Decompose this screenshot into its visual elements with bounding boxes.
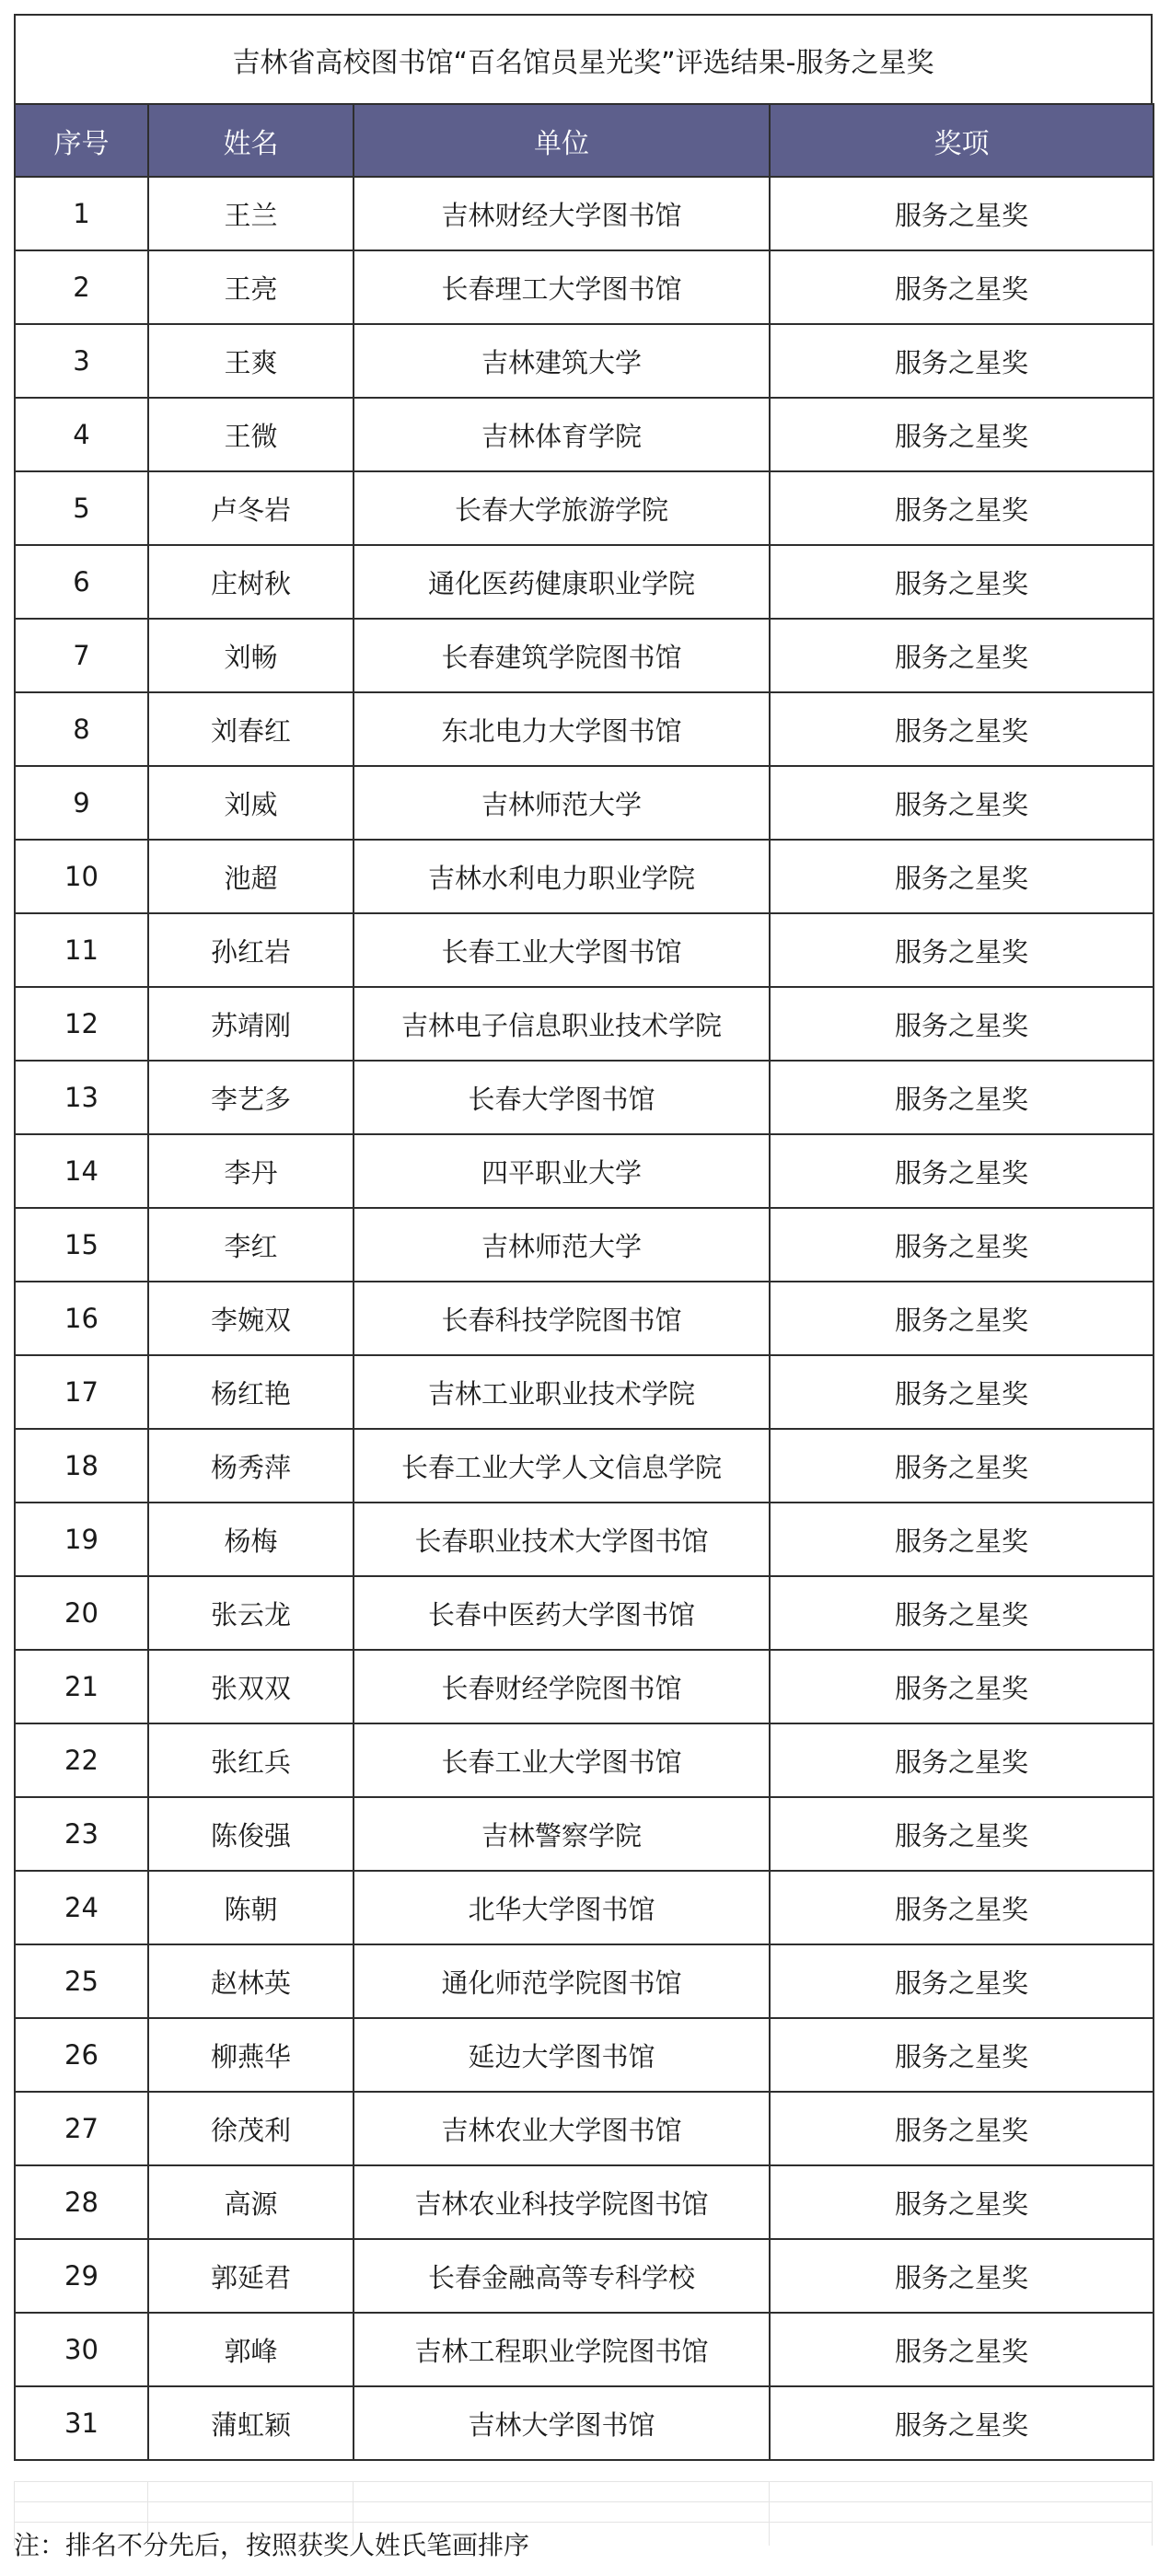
cell-unit: 长春理工大学图书馆	[354, 250, 770, 324]
table-row	[15, 1208, 1154, 1282]
cell-number: 26	[15, 2018, 148, 2092]
cell-award: 服务之星奖	[770, 1061, 1154, 1134]
cell-number: 17	[15, 1355, 148, 1429]
cell-number: 20	[15, 1576, 148, 1650]
cell-name: 庄树秋	[148, 545, 354, 619]
cell-name: 李艺多	[148, 1061, 354, 1134]
cell-unit: 四平职业大学	[354, 1134, 770, 1208]
cell-number: 27	[15, 2092, 148, 2165]
cell-unit: 吉林师范大学	[354, 766, 770, 840]
cell-number: 30	[15, 2313, 148, 2386]
cell-award: 服务之星奖	[770, 1944, 1154, 2018]
cell-name: 陈朝	[148, 1871, 354, 1944]
table-row	[15, 2239, 1154, 2313]
cell-name: 王亮	[148, 250, 354, 324]
cell-number: 22	[15, 1723, 148, 1797]
cell-unit: 吉林建筑大学	[354, 324, 770, 398]
cell-number: 4	[15, 398, 148, 471]
cell-number: 8	[15, 692, 148, 766]
cell-name: 张云龙	[148, 1576, 354, 1650]
cell-unit: 吉林大学图书馆	[354, 2386, 770, 2460]
cell-number: 1	[15, 177, 148, 250]
cell-number: 31	[15, 2386, 148, 2460]
cell-award: 服务之星奖	[770, 1208, 1154, 1282]
cell-number: 23	[15, 1797, 148, 1871]
cell-name: 杨红艳	[148, 1355, 354, 1429]
table-row	[15, 619, 1154, 692]
cell-name: 王爽	[148, 324, 354, 398]
cell-number: 15	[15, 1208, 148, 1282]
results-table	[14, 103, 1154, 2461]
cell-unit: 吉林工程职业学院图书馆	[354, 2313, 770, 2386]
cell-award: 服务之星奖	[770, 324, 1154, 398]
cell-name: 卢冬岩	[148, 471, 354, 545]
cell-unit: 吉林财经大学图书馆	[354, 177, 770, 250]
cell-award: 服务之星奖	[770, 2386, 1154, 2460]
cell-award: 服务之星奖	[770, 1650, 1154, 1723]
column-header-unit: 单位	[354, 104, 770, 177]
cell-award: 服务之星奖	[770, 619, 1154, 692]
cell-name: 徐茂利	[148, 2092, 354, 2165]
cell-number: 16	[15, 1282, 148, 1355]
table-row	[15, 987, 1154, 1061]
cell-name: 刘威	[148, 766, 354, 840]
table-row	[15, 1944, 1154, 2018]
cell-name: 赵林英	[148, 1944, 354, 2018]
cell-award: 服务之星奖	[770, 2018, 1154, 2092]
cell-unit: 长春科技学院图书馆	[354, 1282, 770, 1355]
table-row	[15, 1871, 1154, 1944]
cell-name: 郭峰	[148, 2313, 354, 2386]
cell-award: 服务之星奖	[770, 2165, 1154, 2239]
table-row	[15, 1134, 1154, 1208]
cell-award: 服务之星奖	[770, 250, 1154, 324]
table-row	[15, 1355, 1154, 1429]
cell-award: 服务之星奖	[770, 1576, 1154, 1650]
cell-award: 服务之星奖	[770, 398, 1154, 471]
cell-award: 服务之星奖	[770, 692, 1154, 766]
table-row	[15, 1650, 1154, 1723]
cell-award: 服务之星奖	[770, 545, 1154, 619]
cell-unit: 长春财经学院图书馆	[354, 1650, 770, 1723]
cell-unit: 长春中医药大学图书馆	[354, 1576, 770, 1650]
table-body	[15, 177, 1154, 2460]
table-row	[15, 1429, 1154, 1503]
table-row	[15, 1576, 1154, 1650]
cell-award: 服务之星奖	[770, 840, 1154, 913]
cell-award: 服务之星奖	[770, 1134, 1154, 1208]
cell-name: 刘春红	[148, 692, 354, 766]
cell-unit: 吉林农业大学图书馆	[354, 2092, 770, 2165]
cell-number: 21	[15, 1650, 148, 1723]
cell-number: 12	[15, 987, 148, 1061]
cell-name: 张双双	[148, 1650, 354, 1723]
cell-name: 李婉双	[148, 1282, 354, 1355]
cell-number: 14	[15, 1134, 148, 1208]
cell-unit: 通化医药健康职业学院	[354, 545, 770, 619]
cell-number: 10	[15, 840, 148, 913]
table-row	[15, 545, 1154, 619]
cell-number: 25	[15, 1944, 148, 2018]
cell-name: 杨秀萍	[148, 1429, 354, 1503]
cell-name: 王兰	[148, 177, 354, 250]
cell-award: 服务之星奖	[770, 1429, 1154, 1503]
table-row	[15, 766, 1154, 840]
cell-unit: 长春工业大学图书馆	[354, 1723, 770, 1797]
table-row	[15, 324, 1154, 398]
cell-unit: 长春工业大学人文信息学院	[354, 1429, 770, 1503]
cell-number: 28	[15, 2165, 148, 2239]
cell-unit: 吉林警察学院	[354, 1797, 770, 1871]
cell-award: 服务之星奖	[770, 1355, 1154, 1429]
table-row	[15, 398, 1154, 471]
table-row	[15, 2018, 1154, 2092]
footnote: 注：排名不分先后，按照获奖人姓氏笔画排序	[14, 2530, 530, 2560]
cell-unit: 长春职业技术大学图书馆	[354, 1503, 770, 1576]
cell-award: 服务之星奖	[770, 1797, 1154, 1871]
cell-award: 服务之星奖	[770, 1723, 1154, 1797]
table-row	[15, 1061, 1154, 1134]
cell-name: 柳燕华	[148, 2018, 354, 2092]
cell-number: 2	[15, 250, 148, 324]
cell-unit: 东北电力大学图书馆	[354, 692, 770, 766]
cell-name: 陈俊强	[148, 1797, 354, 1871]
table-row	[15, 250, 1154, 324]
table-row	[15, 2165, 1154, 2239]
cell-unit: 吉林农业科技学院图书馆	[354, 2165, 770, 2239]
cell-unit: 北华大学图书馆	[354, 1871, 770, 1944]
table-row	[15, 913, 1154, 987]
cell-number: 5	[15, 471, 148, 545]
column-header-award: 奖项	[770, 104, 1154, 177]
table-row	[15, 1503, 1154, 1576]
cell-name: 刘畅	[148, 619, 354, 692]
table-row	[15, 1723, 1154, 1797]
cell-name: 高源	[148, 2165, 354, 2239]
cell-award: 服务之星奖	[770, 2239, 1154, 2313]
cell-number: 9	[15, 766, 148, 840]
cell-number: 11	[15, 913, 148, 987]
cell-unit: 吉林水利电力职业学院	[354, 840, 770, 913]
cell-unit: 吉林体育学院	[354, 398, 770, 471]
cell-name: 池超	[148, 840, 354, 913]
cell-number: 6	[15, 545, 148, 619]
cell-award: 服务之星奖	[770, 1871, 1154, 1944]
table-header-row	[15, 104, 1154, 177]
column-header-name: 姓名	[148, 104, 354, 177]
results-sheet	[14, 14, 1153, 2461]
cell-number: 18	[15, 1429, 148, 1503]
table-row	[15, 2313, 1154, 2386]
cell-number: 29	[15, 2239, 148, 2313]
cell-number: 24	[15, 1871, 148, 1944]
cell-unit: 吉林电子信息职业技术学院	[354, 987, 770, 1061]
table-row	[15, 1797, 1154, 1871]
cell-name: 杨梅	[148, 1503, 354, 1576]
cell-name: 张红兵	[148, 1723, 354, 1797]
cell-number: 7	[15, 619, 148, 692]
cell-award: 服务之星奖	[770, 1503, 1154, 1576]
cell-award: 服务之星奖	[770, 177, 1154, 250]
cell-name: 苏靖刚	[148, 987, 354, 1061]
table-row	[15, 692, 1154, 766]
cell-award: 服务之星奖	[770, 471, 1154, 545]
cell-name: 孙红岩	[148, 913, 354, 987]
table-row	[15, 1282, 1154, 1355]
cell-award: 服务之星奖	[770, 2092, 1154, 2165]
cell-number: 19	[15, 1503, 148, 1576]
cell-award: 服务之星奖	[770, 1282, 1154, 1355]
cell-unit: 长春金融高等专科学校	[354, 2239, 770, 2313]
table-row	[15, 2386, 1154, 2460]
cell-name: 李红	[148, 1208, 354, 1282]
table-row	[15, 840, 1154, 913]
cell-name: 王微	[148, 398, 354, 471]
cell-unit: 通化师范学院图书馆	[354, 1944, 770, 2018]
cell-name: 蒲虹颖	[148, 2386, 354, 2460]
cell-award: 服务之星奖	[770, 2313, 1154, 2386]
cell-unit: 吉林工业职业技术学院	[354, 1355, 770, 1429]
cell-award: 服务之星奖	[770, 987, 1154, 1061]
page-title: 吉林省高校图书馆“百名馆员星光奖”评选结果-服务之星奖	[14, 14, 1153, 103]
cell-award: 服务之星奖	[770, 766, 1154, 840]
cell-unit: 长春大学图书馆	[354, 1061, 770, 1134]
cell-unit: 长春建筑学院图书馆	[354, 619, 770, 692]
cell-unit: 延边大学图书馆	[354, 2018, 770, 2092]
column-header-number: 序号	[15, 104, 148, 177]
cell-unit: 吉林师范大学	[354, 1208, 770, 1282]
cell-award: 服务之星奖	[770, 913, 1154, 987]
cell-unit: 长春工业大学图书馆	[354, 913, 770, 987]
cell-name: 郭延君	[148, 2239, 354, 2313]
table-row	[15, 177, 1154, 250]
cell-number: 13	[15, 1061, 148, 1134]
cell-number: 3	[15, 324, 148, 398]
table-row	[15, 2092, 1154, 2165]
cell-unit: 长春大学旅游学院	[354, 471, 770, 545]
cell-name: 李丹	[148, 1134, 354, 1208]
table-row	[15, 471, 1154, 545]
